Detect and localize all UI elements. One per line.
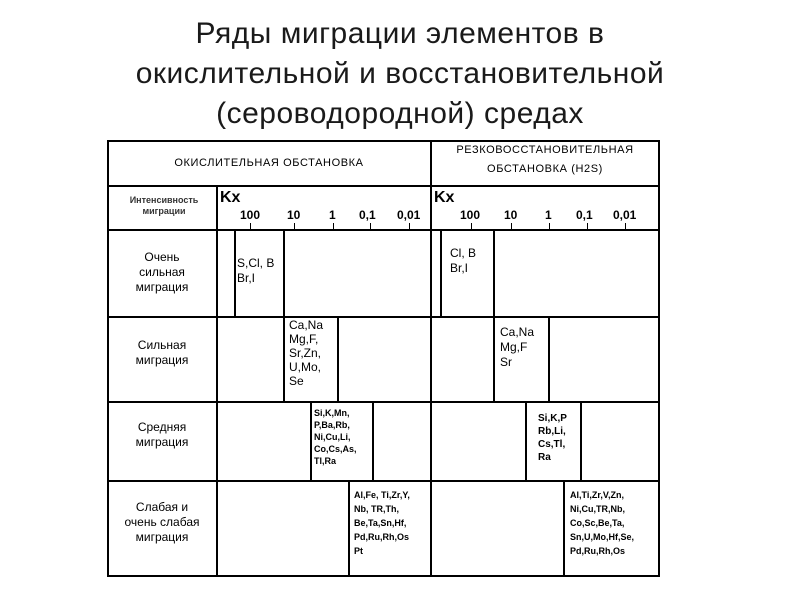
element-list-line: Ca,Na: [289, 318, 324, 332]
row-label-line: миграция: [135, 530, 189, 544]
tick-mark: [409, 223, 410, 230]
oxidizing-header: ОКИСЛИТЕЛЬНАЯ ОБСТАНОВКА: [174, 157, 364, 169]
kx-label-red: Kx: [434, 189, 455, 206]
element-list-line: Rb,Li,: [538, 426, 566, 437]
element-list-line: Cs,Tl,: [538, 439, 566, 450]
table-border-right: [658, 140, 660, 577]
element-list-line: P,Ba,Rb,: [314, 420, 350, 430]
red-cell-weak: [570, 488, 634, 558]
ox-cell-line: [234, 229, 236, 318]
element-list-line: Al,Ti,Zr,V,Zn,: [570, 490, 625, 500]
element-list-line: Co,Cs,As,: [314, 444, 357, 454]
tick-label: 100: [240, 208, 261, 222]
row-divider-1: [107, 185, 660, 187]
tick-label: 0,1: [359, 208, 376, 222]
tick-mark: [549, 223, 550, 230]
ox-cell-line: [283, 229, 285, 403]
tick-label: 100: [460, 208, 481, 222]
element-list-line: Si,K,Mn,: [314, 408, 350, 418]
tick-label: 0,01: [613, 208, 637, 222]
row-divider-5: [107, 480, 660, 482]
tick-label: 0,1: [576, 208, 593, 222]
element-list-line: Sr: [500, 355, 512, 369]
row-label-line: Слабая и: [135, 500, 189, 514]
row-label-very-strong: [110, 250, 214, 295]
element-list-line: U,Mo,: [289, 360, 322, 374]
element-list-line: Be,Ta,Sn,Hf,: [354, 518, 407, 528]
ox-cell-strong: [289, 318, 323, 388]
tick-label: 10: [504, 208, 518, 222]
red-cell-medium: [538, 412, 567, 464]
section-divider: [430, 140, 432, 577]
element-list-line: Ni,Cu,Li,: [314, 432, 351, 442]
element-list-line: Nb, TR,Th,: [354, 504, 399, 514]
element-list-line: Mg,F: [500, 340, 528, 354]
element-list-line: Cl, B: [450, 246, 477, 260]
tick-mark: [250, 223, 251, 230]
tick-mark: [587, 223, 588, 230]
reducing-header-line-2: ОБСТАНОВКА (H2S): [487, 163, 603, 175]
row-label-line: Очень: [144, 250, 180, 264]
tick-mark: [625, 223, 626, 230]
ox-cell-line: [337, 316, 339, 403]
element-list-line: Mg,F,: [289, 332, 319, 346]
red-cell-line: [493, 229, 495, 403]
row-label-strong: [110, 338, 214, 368]
label-column-divider: [216, 186, 218, 577]
intensity-label-line-2: миграции: [142, 206, 186, 216]
element-list-line: Sr,Zn,: [289, 346, 322, 360]
red-cell-line: [580, 401, 582, 482]
element-list-line: Pt: [354, 546, 363, 556]
tick-label: 1: [545, 208, 552, 222]
intensity-label-line-1: Интенсивность: [129, 195, 199, 205]
element-list-line: Br,I: [450, 261, 469, 275]
row-label-line: миграция: [135, 353, 189, 367]
ox-cell-line: [310, 401, 312, 482]
row-label-line: Средняя: [137, 420, 187, 434]
title-line-3: (сероводородной) средах: [216, 97, 584, 130]
table-border-left: [107, 140, 109, 577]
tick-label: 1: [329, 208, 336, 222]
element-list-line: Pd,Ru,Rh,Os: [354, 532, 410, 542]
row-label-line: сильная: [139, 265, 185, 279]
row-label-line: Сильная: [137, 338, 187, 352]
ox-cell-weak: [354, 488, 410, 558]
red-cell-line: [440, 229, 442, 318]
ox-cell-very-strong: [237, 256, 274, 286]
row-label-weak: [110, 500, 214, 545]
element-list-line: Ra: [538, 452, 551, 463]
tick-label: 10: [287, 208, 301, 222]
element-list-line: Pd,Ru,Rh,Os: [570, 546, 626, 556]
red-cell-line: [548, 316, 550, 403]
row-label-line: миграция: [135, 435, 189, 449]
tick-mark: [370, 223, 371, 230]
element-list-line: Al,Fe, Ti,Zr,Y,: [354, 490, 410, 500]
element-list-line: Co,Sc,Be,Ta,: [570, 518, 625, 528]
element-list-line: Sn,U,Mo,Hf,Se,: [570, 532, 635, 542]
row-label-line: очень слабая: [124, 515, 200, 529]
row-label-medium: [110, 420, 214, 450]
ox-cell-line: [372, 401, 374, 482]
element-list-line: Ni,Cu,TR,Nb,: [570, 504, 625, 514]
row-divider-2: [107, 229, 660, 231]
element-list-line: Si,K,P: [538, 413, 567, 424]
ox-cell-medium: [314, 407, 357, 467]
red-cell-line: [563, 480, 565, 577]
title-line-2: окислительной и восстановительной: [135, 57, 665, 90]
row-divider-3: [107, 316, 660, 318]
kx-label-ox: Kx: [220, 189, 241, 206]
reducing-header-line-1: РЕЗКОВОССТАНОВИТЕЛЬНАЯ: [456, 144, 634, 156]
red-cell-very-strong: [450, 246, 476, 276]
tick-mark: [471, 223, 472, 230]
element-list-line: Tl,Ra: [314, 456, 337, 466]
red-cell-line: [525, 401, 527, 482]
tick-mark: [333, 223, 334, 230]
tick-mark: [511, 223, 512, 230]
element-list-line: Br,I: [237, 271, 256, 285]
element-list-line: S,Cl, B: [237, 256, 275, 270]
tick-mark: [294, 223, 295, 230]
ox-cell-line: [348, 480, 350, 577]
table-border-bottom: [107, 575, 660, 577]
table-border-top: [107, 140, 660, 142]
tick-label: 0,01: [397, 208, 421, 222]
element-list-line: Ca,Na: [500, 325, 535, 339]
red-cell-strong: [500, 325, 534, 370]
title-line-1: Ряды миграции элементов в: [195, 17, 605, 50]
row-label-line: миграция: [135, 280, 189, 294]
row-divider-4: [107, 401, 660, 403]
element-list-line: Se: [289, 374, 304, 388]
